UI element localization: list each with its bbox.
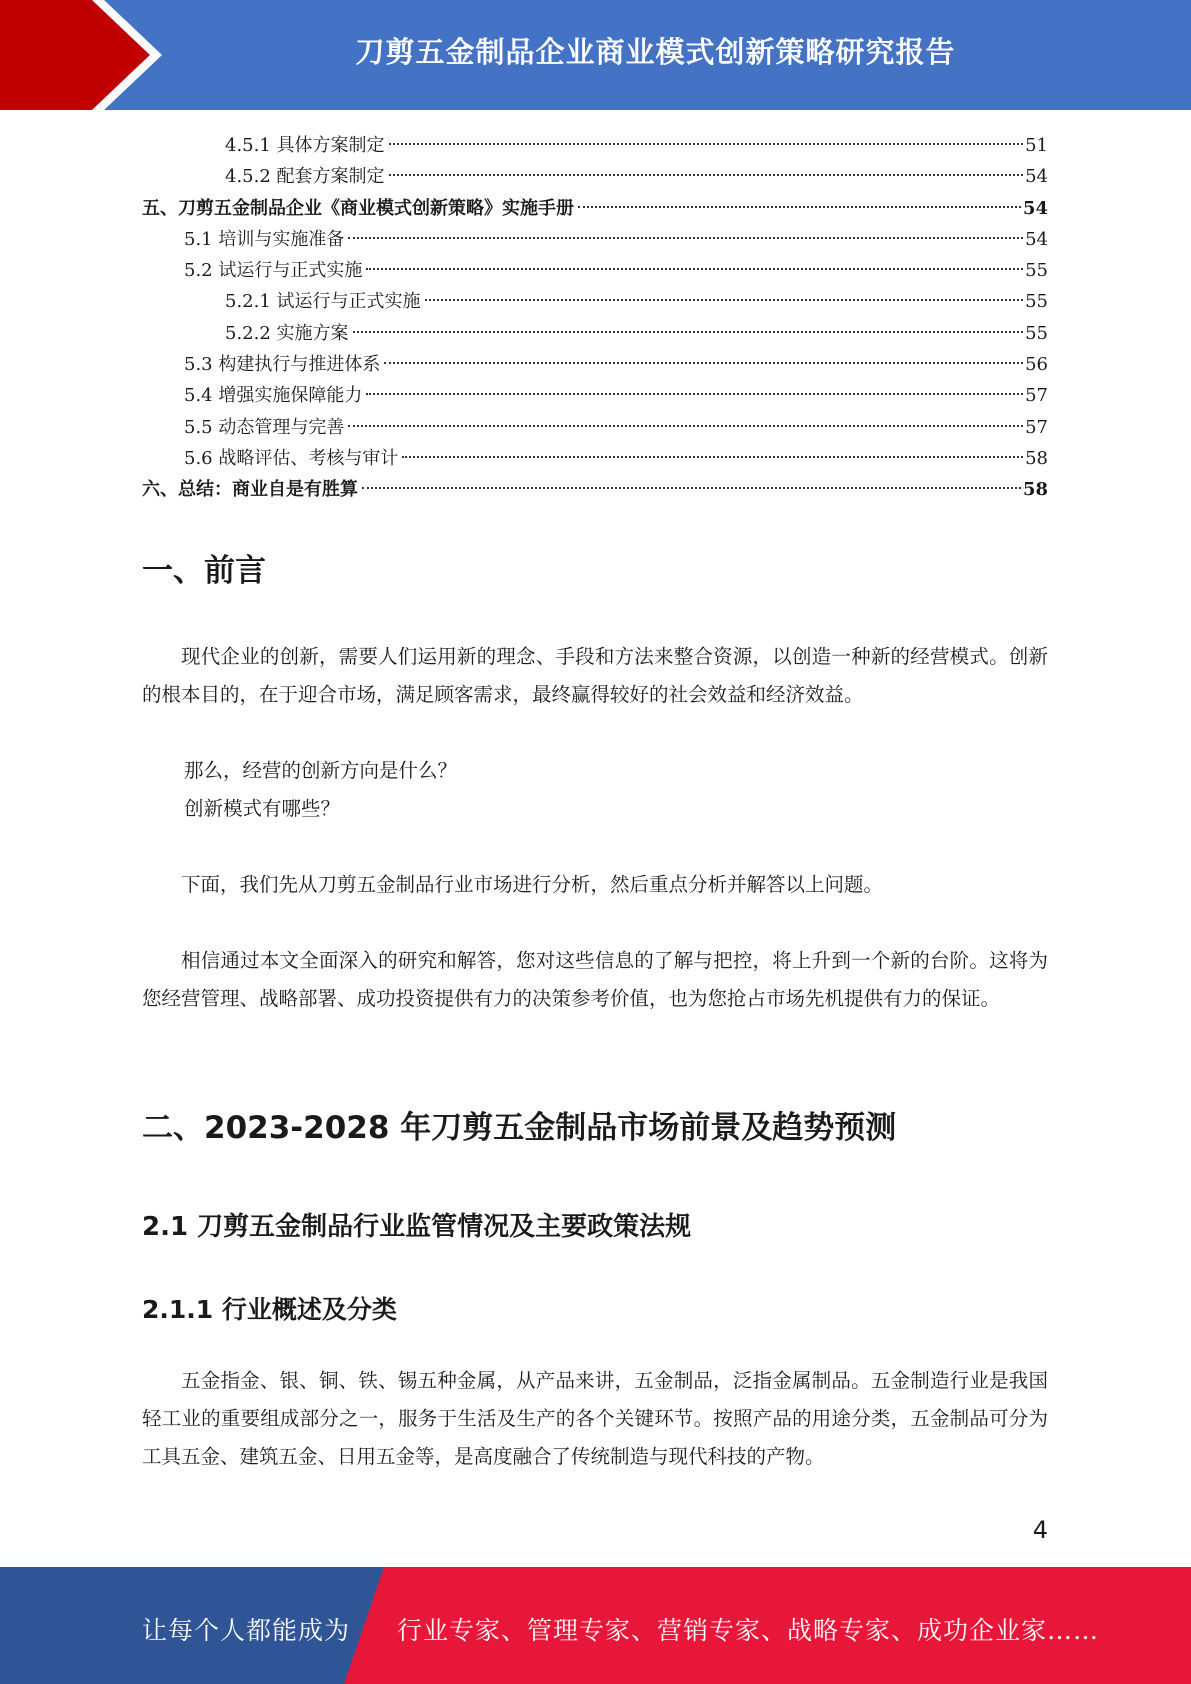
chapter-2-heading: 二、2023-2028 年刀剪五金制品市场前景及趋势预测: [142, 1110, 897, 1146]
section-2-1-heading: 2.1 刀剪五金制品行业监管情况及主要政策法规: [142, 1212, 692, 1242]
toc-leader-dots: [425, 299, 1024, 301]
section-2-1-1-paragraph: 五金指金、银、铜、铁、锡五种金属，从产品来讲，五金制品，泛指金属制品。五金制造行业是我国轻工业的重要组成部分之一，服务于生活及生产的各个关键环节。按照产品的用途分类，五金制品可分为工具五金、建筑五金、日用五金等，是高度融合了传统制造与现代科技的产物。: [142, 1369, 1048, 1468]
toc-entry[interactable]: [142, 255, 1048, 286]
toc-entry[interactable]: [142, 224, 1048, 255]
toc-leader-dots: [389, 143, 1024, 145]
toc-entry-label: 5.5 动态管理与完善: [184, 412, 346, 443]
toc-entry-page: 58: [1025, 447, 1048, 469]
toc-entry[interactable]: [142, 443, 1048, 474]
page-header: [0, 0, 1191, 110]
toc-entry-page: 55: [1025, 322, 1048, 344]
toc-entry-page: 58: [1022, 479, 1048, 501]
toc-entry[interactable]: [142, 161, 1048, 192]
toc-entry[interactable]: [142, 380, 1048, 411]
toc-entry-label: 五、刀剪五金制品企业《商业模式创新策略》实施手册: [142, 193, 576, 224]
toc-leader-dots: [402, 456, 1023, 458]
toc-leader-dots: [353, 331, 1024, 333]
page-footer: [0, 1567, 1191, 1684]
toc-entry-label: 5.3 构建执行与推进体系: [184, 349, 382, 380]
toc-leader-dots: [362, 487, 1021, 489]
toc-entry-label: 5.1 培训与实施准备: [184, 224, 346, 255]
preface-paragraph-2: 下面，我们先从刀剪五金制品行业市场进行分析，然后重点分析并解答以上问题。: [181, 873, 884, 896]
report-title: 刀剪五金制品企业商业模式创新策略研究报告: [355, 35, 956, 69]
table-of-contents: [142, 130, 1048, 506]
toc-entry-label: 4.5.2 配套方案制定: [225, 161, 387, 192]
toc-entry[interactable]: [142, 349, 1048, 380]
preface-question-1: 那么，经营的创新方向是什么？: [184, 759, 458, 782]
toc-entry[interactable]: [142, 474, 1048, 505]
toc-entry[interactable]: [142, 286, 1048, 317]
toc-entry[interactable]: [142, 318, 1048, 349]
toc-leader-dots: [366, 393, 1023, 395]
toc-entry-label: 5.6 战略评估、考核与审计: [184, 443, 400, 474]
toc-entry-label: 六、总结：商业自是有胜算: [142, 474, 360, 505]
toc-leader-dots: [366, 268, 1023, 270]
toc-entry-label: 5.4 增强实施保障能力: [184, 380, 364, 411]
preface-heading: 一、前言: [142, 553, 266, 589]
toc-leader-dots: [578, 206, 1021, 208]
toc-entry[interactable]: [142, 193, 1048, 224]
toc-entry[interactable]: [142, 412, 1048, 443]
toc-entry-page: 54: [1022, 197, 1048, 219]
preface-paragraph-3: 相信通过本文全面深入的研究和解答，您对这些信息的了解与把控，将上升到一个新的台阶。这将为您经营管理、战略部署、成功投资提供有力的决策参考价值，也为您抢占市场先机提供有力的保证。: [142, 949, 1048, 1010]
preface-question-2: 创新模式有哪些？: [184, 797, 341, 820]
toc-entry-page: 57: [1025, 416, 1048, 438]
section-2-1-1-heading: 2.1.1 行业概述及分类: [142, 1295, 397, 1324]
toc-entry[interactable]: [142, 130, 1048, 161]
toc-entry-label: 5.2.1 试运行与正式实施: [225, 286, 423, 317]
toc-entry-label: 5.2 试运行与正式实施: [184, 255, 364, 286]
footer-slogan-right: 行业专家、管理专家、营销专家、战略专家、成功企业家……: [397, 1616, 1100, 1645]
toc-leader-dots: [384, 362, 1023, 364]
toc-leader-dots: [348, 425, 1023, 427]
toc-leader-dots: [389, 174, 1024, 176]
toc-entry-label: 4.5.1 具体方案制定: [225, 130, 387, 161]
toc-entry-page: 57: [1025, 385, 1048, 407]
toc-entry-page: 55: [1025, 291, 1048, 313]
toc-leader-dots: [348, 237, 1023, 239]
toc-entry-page: 55: [1025, 260, 1048, 282]
toc-entry-label: 5.2.2 实施方案: [225, 318, 351, 349]
toc-entry-page: 54: [1025, 228, 1048, 250]
page-number: 4: [1032, 1516, 1048, 1544]
preface-paragraph-1: 现代企业的创新，需要人们运用新的理念、手段和方法来整合资源，以创造一种新的经营模式。创新的根本目的，在于迎合市场，满足顾客需求，最终赢得较好的社会效益和经济效益。: [142, 645, 1048, 706]
toc-entry-page: 51: [1025, 135, 1048, 156]
toc-entry-page: 54: [1025, 166, 1048, 188]
footer-slogan-left: 让每个人都能成为: [142, 1616, 351, 1645]
toc-entry-page: 56: [1025, 354, 1048, 376]
